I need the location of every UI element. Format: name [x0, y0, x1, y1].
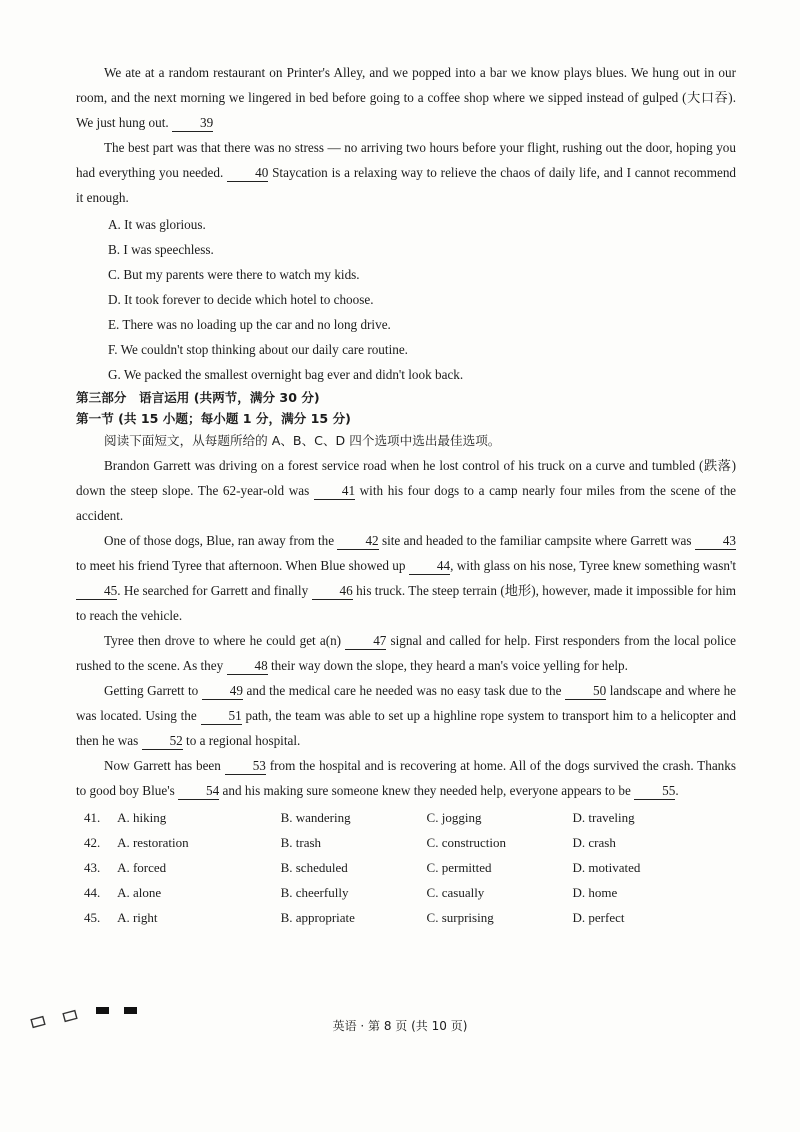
question-number: 41.: [84, 810, 101, 825]
paragraph-text: to a regional hospital.: [186, 733, 301, 748]
blank-41: 41: [314, 483, 355, 500]
option-b: B. trash: [280, 835, 322, 850]
blank-42: 42: [337, 533, 378, 550]
blank-43: 43: [695, 533, 736, 550]
option-c: C. surprising: [426, 910, 494, 925]
paragraph-text: his truck. The steep terrain (地形), however, made it impossible for him to reach the vehicle.: [76, 583, 737, 623]
blank-44: 44: [409, 558, 450, 575]
blank-53: 53: [225, 758, 266, 775]
paragraph-text: path, the team was able to set up a highline rope system to transport him to a helicopter and then he was: [76, 708, 737, 748]
choice-item: C. But my parents were there to watch my kids.: [108, 267, 360, 282]
blank-54: 54: [178, 783, 219, 800]
paragraph-text: Staycation is a relaxing way to relieve the chaos of daily life, and I cannot recommend it enough.: [76, 165, 737, 205]
question-number: 42.: [84, 835, 101, 850]
choice-item: B. I was speechless.: [108, 242, 214, 257]
option-b: B. cheerfully: [280, 885, 349, 900]
question-row: [76, 855, 736, 880]
page-footer: 英语 · 第 8 页 (共 10 页): [332, 1019, 468, 1033]
question-row: [76, 905, 736, 930]
option-a: A. restoration: [117, 835, 189, 850]
choice-item: D. It took forever to decide which hotel to choose.: [108, 292, 374, 307]
paragraph-text: One of those dogs, Blue, ran away from the: [104, 533, 335, 548]
option-b: B. appropriate: [280, 910, 355, 925]
option-d: D. home: [572, 885, 618, 900]
blank-51: 51: [201, 708, 242, 725]
paragraph-text: from the hospital and is recovering at home. All of the dogs survived the crash. Thanks to good boy Blue's: [76, 758, 737, 798]
registration-mark-solid: [96, 1007, 109, 1014]
passage-paragraph: [76, 135, 736, 210]
option-d: D. crash: [572, 835, 616, 850]
cloze-paragraph: [76, 628, 736, 678]
option-c: C. construction: [426, 835, 506, 850]
paragraph-text: Brandon Garrett was driving on a forest service road when he lost control of his truck on a curve and tumbled (跌落) down the steep slope. The 62-year-old was: [76, 458, 736, 498]
section-3-title: 第三部分 语言运用 (共两节，满分 30 分): [76, 390, 320, 405]
question-number: 45.: [84, 910, 101, 925]
registration-mark-solid: [124, 1007, 137, 1014]
blank-50: 50: [565, 683, 606, 700]
paragraph-text: landscape and where he was located. Using the: [76, 683, 737, 723]
blank-45: 45: [76, 583, 117, 600]
section-1-title: 第一节 (共 15 小题；每小题 1 分，满分 15 分): [76, 411, 351, 426]
option-d: D. motivated: [572, 860, 641, 875]
paragraph-text: and his making sure someone knew they needed help, everyone appears to be: [222, 783, 631, 798]
passage-paragraph: [76, 60, 736, 135]
option-c: C. permitted: [426, 860, 492, 875]
choice-item: G. We packed the smallest overnight bag ever and didn't look back.: [108, 367, 464, 382]
instruction: 阅读下面短文，从每题所给的 A、B、C、D 四个选项中选出最佳选项。: [104, 433, 501, 448]
option-a: A. alone: [117, 885, 162, 900]
option-c: C. casually: [426, 885, 485, 900]
blank-48: 48: [227, 658, 268, 675]
paragraph-text: and the medical care he needed was no easy task due to the: [246, 683, 562, 698]
cloze-paragraph: [76, 753, 736, 803]
option-a: A. right: [117, 910, 158, 925]
choice-item: F. We couldn't stop thinking about our daily care routine.: [108, 342, 408, 357]
paragraph-text: with his four dogs to a camp nearly four miles from the scene of the accident.: [76, 483, 737, 523]
blank-39: 39: [172, 115, 213, 132]
paragraph-text: .: [675, 783, 679, 798]
blank-47: 47: [345, 633, 386, 650]
cloze-paragraph: [76, 678, 736, 753]
question-row: [76, 805, 736, 830]
question-row: [76, 880, 736, 905]
choice-item: E. There was no loading up the car and no long drive.: [108, 317, 391, 332]
choice-list: [76, 212, 736, 387]
blank-52: 52: [142, 733, 183, 750]
paragraph-text: The best part was that there was no stress — no arriving two hours before your flight, rushing out the door, hoping you had everything you needed.: [76, 140, 736, 180]
cloze-paragraph: [76, 453, 736, 528]
option-d: D. perfect: [572, 910, 625, 925]
blank-46: 46: [312, 583, 353, 600]
blank-40: 40: [227, 165, 268, 182]
paragraph-text: signal and called for help. First responders from the local police rushed to the scene. As they: [76, 633, 737, 673]
question-number: 44.: [84, 885, 101, 900]
option-b: B. scheduled: [280, 860, 348, 875]
paragraph-text: Now Garrett has been: [104, 758, 221, 773]
paragraph-text: . He searched for Garrett and finally: [117, 583, 309, 598]
exam-page: [76, 60, 736, 930]
paragraph-text: Getting Garrett to: [104, 683, 199, 698]
choice-item: A. It was glorious.: [108, 217, 206, 232]
blank-55: 55: [634, 783, 675, 800]
option-a: A. forced: [117, 860, 167, 875]
paragraph-text: site and headed to the familiar campsite where Garrett was: [381, 533, 692, 548]
question-row: [76, 830, 736, 855]
cloze-paragraph: [76, 528, 736, 628]
paragraph-text: , with glass on his nose, Tyree knew something wasn't: [450, 558, 736, 573]
paragraph-text: to meet his friend Tyree that afternoon. When Blue showed up: [76, 558, 406, 573]
option-c: C. jogging: [426, 810, 482, 825]
option-d: D. traveling: [572, 810, 635, 825]
option-a: A. hiking: [117, 810, 167, 825]
paragraph-text: their way down the slope, they heard a man's voice yelling for help.: [271, 658, 628, 673]
paragraph-text: We ate at a random restaurant on Printer's Alley, and we popped into a bar we know plays blues. We hung out in our room, and the next morning we lingered in bed before going to a coffee shop where we sipped instead of gulped (大口吞). We just hung out.: [76, 65, 736, 130]
blank-49: 49: [202, 683, 243, 700]
question-number: 43.: [84, 860, 101, 875]
question-options: [76, 805, 736, 930]
option-b: B. wandering: [280, 810, 351, 825]
paragraph-text: Tyree then drove to where he could get a(n): [104, 633, 342, 648]
